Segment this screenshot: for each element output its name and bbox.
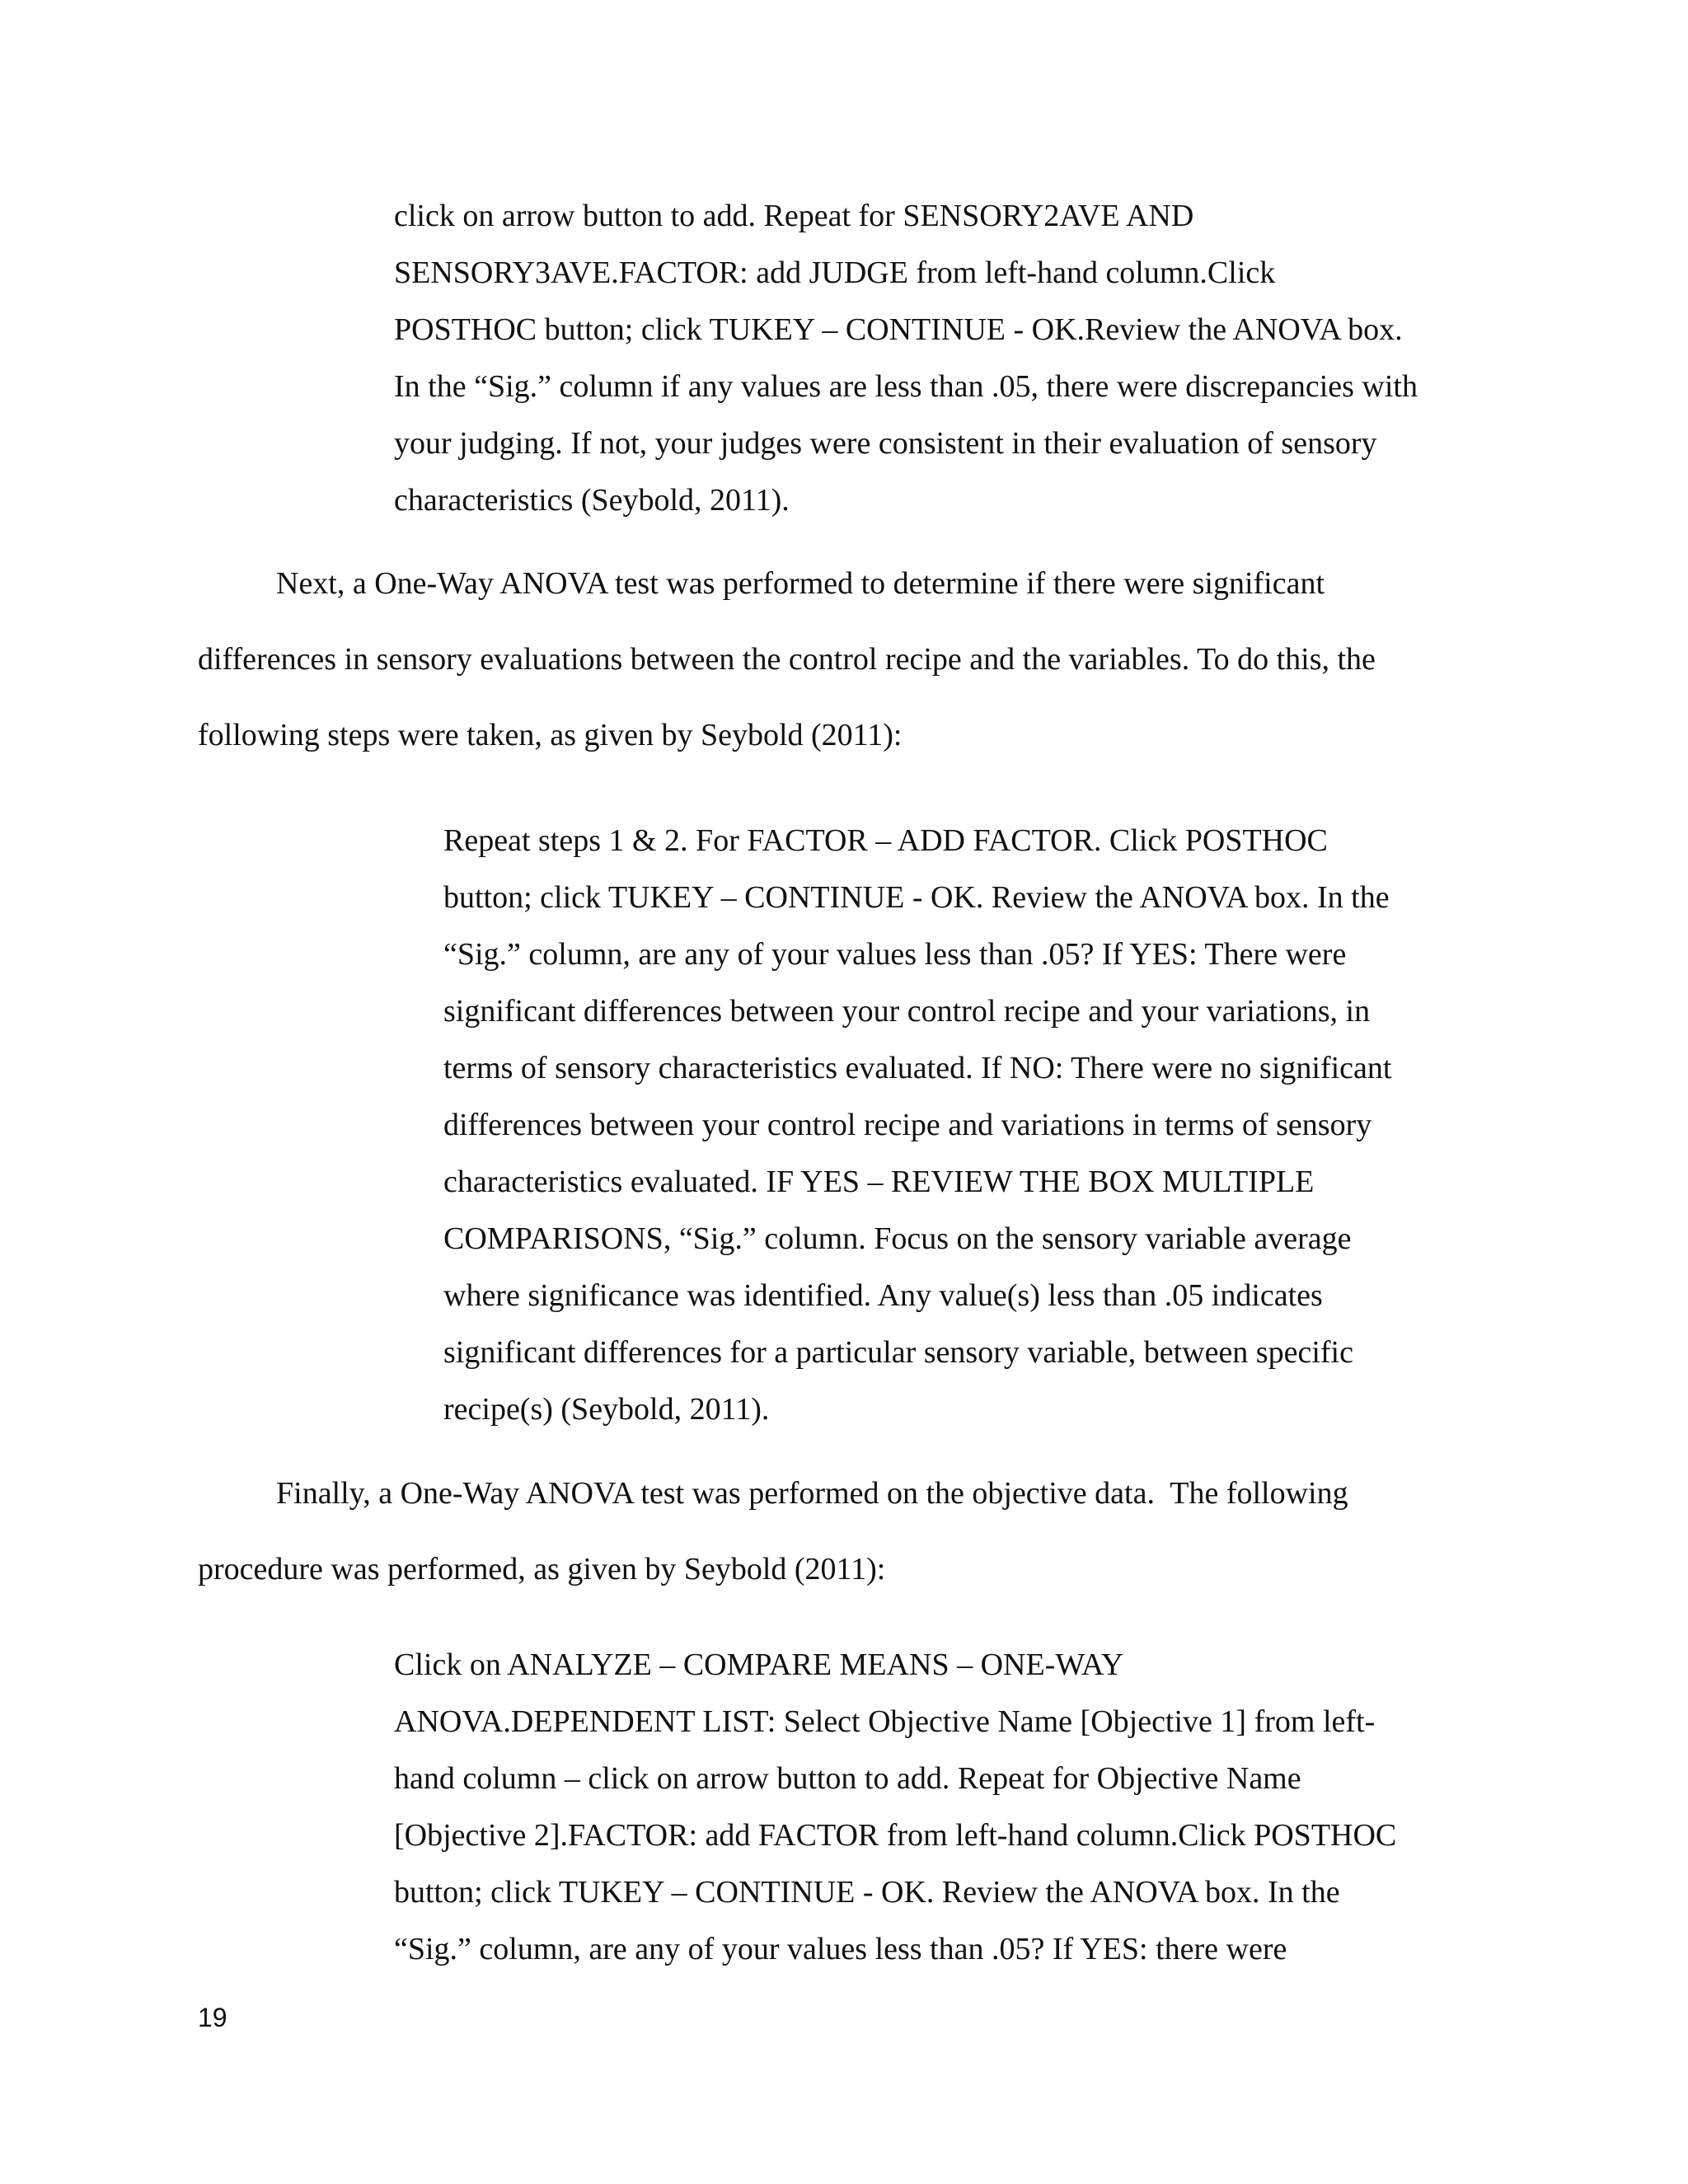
text-line: terms of sensory characteristics evaluated. If NO: There were no significant [443,1051,1392,1085]
text-line: “Sig.” column, are any of your values less than .05? If YES: There were [443,937,1347,972]
text-line: Finally, a One-Way ANOVA test was performed on the objective data. The following [198,1476,1348,1511]
page-number: 19 [198,2003,227,2032]
text-line: following steps were taken, as given by Seybold (2011): [198,718,903,752]
text-line: button; click TUKEY – CONTINUE - OK. Review the ANOVA box. In the [394,1875,1340,1910]
text-line: click on arrow button to add. Repeat for SENSORY2AVE AND [394,199,1194,233]
text-line: In the “Sig.” column if any values are less than .05, there were discrepancies with [394,369,1418,404]
text-line: COMPARISONS, “Sig.” column. Focus on the sensory variable average [443,1221,1352,1256]
text-line: [Objective 2].FACTOR: add FACTOR from left-hand column.Click POSTHOC [394,1818,1397,1853]
text-line: recipe(s) (Seybold, 2011). [443,1392,770,1427]
text-line: characteristics (Seybold, 2011). [394,483,790,518]
text-line: button; click TUKEY – CONTINUE - OK. Review the ANOVA box. In the [443,880,1390,915]
text-line: significant differences for a particular sensory variable, between specific [443,1335,1353,1370]
text-line: “Sig.” column, are any of your values less than .05? If YES: there were [394,1932,1287,1966]
text-line: POSTHOC button; click TUKEY – CONTINUE - OK.Review the ANOVA box. [394,312,1403,347]
text-line: procedure was performed, as given by Seybold (2011): [198,1552,886,1586]
text-line: ANOVA.DEPENDENT LIST: Select Objective Name [Objective 1] from left- [394,1704,1376,1739]
text-line: differences in sensory evaluations between the control recipe and the variables. To do this, the [198,642,1376,677]
text-line: Repeat steps 1 & 2. For FACTOR – ADD FACTOR. Click POSTHOC [443,823,1328,858]
text-line: where significance was identified. Any value(s) less than .05 indicates [443,1278,1323,1313]
text-line: your judging. If not, your judges were consistent in their evaluation of sensory [394,426,1377,461]
text-line: Click on ANALYZE – COMPARE MEANS – ONE-WAY [394,1647,1124,1682]
text-line: characteristics evaluated. IF YES – REVIEW THE BOX MULTIPLE [443,1165,1315,1199]
text-line: hand column – click on arrow button to add. Repeat for Objective Name [394,1761,1301,1796]
text-line: differences between your control recipe and variations in terms of sensory [443,1108,1372,1142]
text-line: SENSORY3AVE.FACTOR: add JUDGE from left-hand column.Click [394,255,1276,290]
text-line: Next, a One-Way ANOVA test was performed to determine if there were significant [198,566,1325,601]
text-line: significant differences between your control recipe and your variations, in [443,994,1371,1029]
